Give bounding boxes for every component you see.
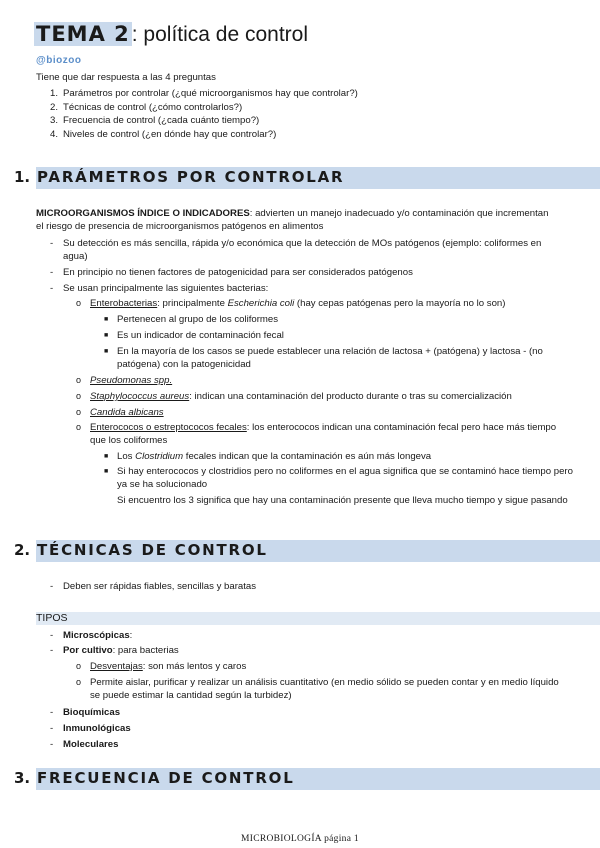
- questions-list: [50, 87, 358, 141]
- section-1-heading: PARÁMETROS POR CONTROLAR: [37, 168, 345, 186]
- intro-text: Tiene que dar respuesta a las 4 preguntas: [36, 72, 216, 83]
- list-item: 4. Niveles de control (¿en dónde hay que controlar?): [50, 128, 277, 140]
- list-item: 1. Parámetros por controlar (¿qué microorganismos hay que controlar?): [50, 88, 358, 99]
- section-2-heading: TÉCNICAS DE CONTROL: [37, 541, 268, 559]
- title-rest: : política de control: [131, 23, 309, 46]
- list-item: 3. Frecuencia de control (¿cada cuánto tiempo?): [50, 115, 260, 126]
- section-1-number: 1.: [14, 168, 31, 186]
- section-2-number: 2.: [14, 541, 31, 559]
- section-3-number: 3.: [14, 769, 31, 787]
- page-title: [34, 20, 308, 49]
- page-footer: MICROBIOLOGÍA página 1: [241, 834, 359, 844]
- section-3-heading: FRECUENCIA DE CONTROL: [37, 769, 295, 787]
- list-item: 2. Técnicas de control (¿cómo controlarlos?): [50, 101, 243, 113]
- title-tema: TEMA 2: [36, 22, 130, 46]
- author-handle: @biozoo: [36, 55, 82, 66]
- indicators-paragraph: MICROORGANISMOS ÍNDICE O INDICADORES: advierten un manejo inadecuado y/o contaminación que incrementan el riesgo de presencia de microorganismos patógenos en alimentos: [36, 208, 549, 232]
- tipos-label: TIPOS: [36, 612, 600, 625]
- document-page: TEMA 2: política de control @biozoo Tiene que dar respuesta a las 4 preguntas 1. Parámetros por controlar (¿qué microorganismos hay que controlar?) 2. Técnicas de control (¿cómo controlarlos?) 3. Frecuencia de control (¿cada cuánto tiempo?) 4. Niveles de control (¿en dónde hay que controlar?) 1. PARÁMETROS POR CONTROLAR MICROORGANISMOS ÍNDICE O INDICADORES: advierten un manejo inadecuado y/o contaminación que incrementan el riesgo de presencia de microorganismos patógenos en alimentos - Su detección es más sencilla, rápida y/o económica que la detección de MOs patógenos (ejemplo: coliformes en agua) - En principio no tienen factores de patogenicidad para ser considerados patógenos - Se usan principalmente las siguientes bacterias: o Enterobacterias: principalmente Escherichia coli (hay cepas patógenas pero la mayoría no lo son) ■ Pertenecen al grupo de los coliformes ■ Es un indicador de contaminación fecal ■ En la mayoría de los casos se puede establecer una relación de lactosa + (patógena) y lactosa - (no patógena) con la patogenicidad o Pseudomonas spp. o Staphylococcus aureus: indican una contaminación del producto durante o tras su comercialización o Candida albicans o Enterococos o estreptococos fecales: los enterococos indican una contaminación fecal pero hace más tiempo que los coliformes ■ Los Clostridium fecales indican que la contaminación es aún más longeva ■ Si hay enterococos y clostridios pero no coliformes en el agua significa que se contaminó hace tiempo pero ya se ha solucionado Si encuentro los 3 significa que hay una contaminación presente que lleva mucho tiempo y sigue pasando 2. TÉCNICAS DE CONTROL - Deben ser rápidas fiables, sencillas y baratas TIPOS - Microscópicas: - Por cultivo: para bacterias o Desventajas: son más lentos y caros o Permite aislar, purificar y realizar un análisis cuantitativo (en medio sólido se pueden contar y en medio líquido se puede estimar la cantidad según la turbidez) - Bioquímicas - Inmunológicas - Moleculares 3. FRECUENCIA DE CONTROL MICROBIOLOGÍA página 1: [0, 0, 600, 848]
